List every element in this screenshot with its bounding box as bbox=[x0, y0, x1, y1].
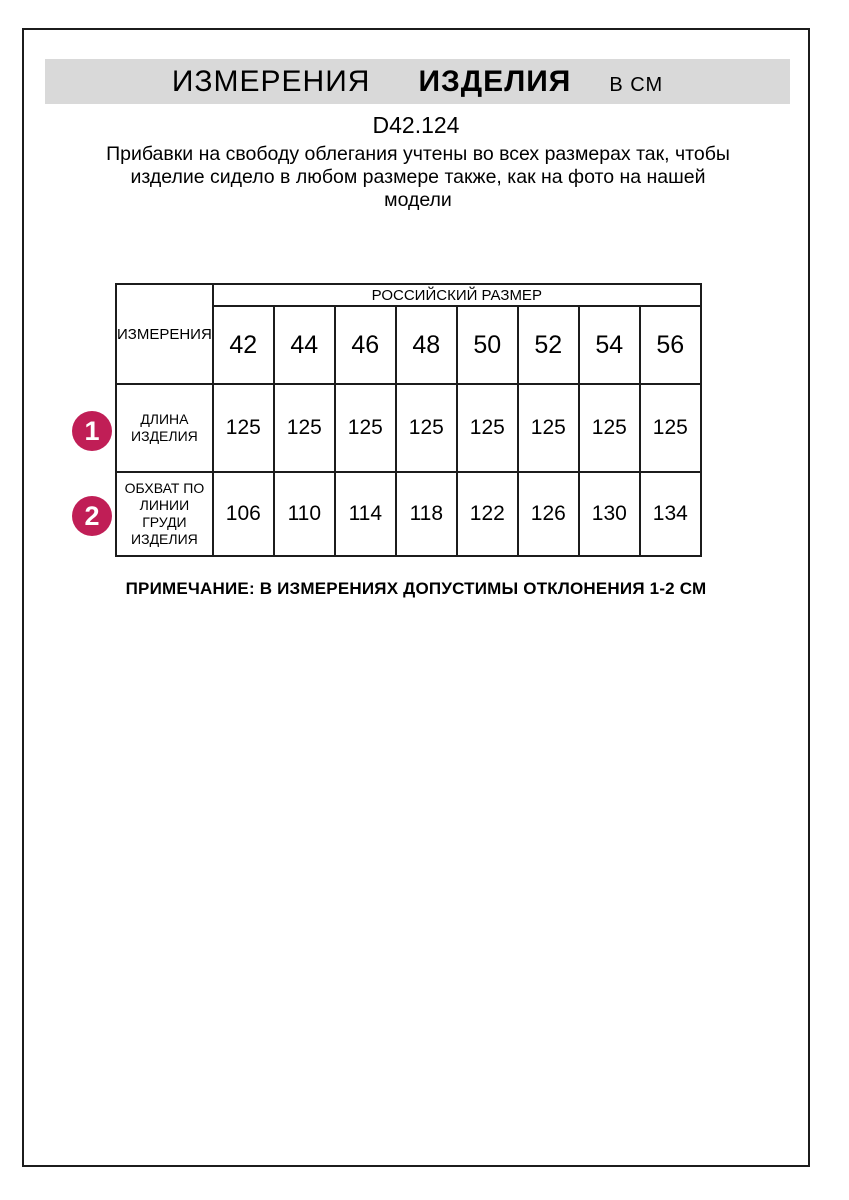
size-col-header: 52 bbox=[518, 306, 579, 384]
value-cell: 126 bbox=[518, 472, 579, 556]
row-marker-2: 2 bbox=[72, 496, 112, 536]
value-cell: 114 bbox=[335, 472, 396, 556]
size-col-header: 44 bbox=[274, 306, 335, 384]
measurements-column-header: ИЗМЕРЕНИЯ bbox=[116, 284, 213, 384]
title-measurements: ИЗМЕРЕНИЯ bbox=[171, 65, 371, 98]
value-cell: 125 bbox=[335, 384, 396, 472]
russian-size-header: РОССИЙСКИЙ РАЗМЕР bbox=[213, 284, 701, 306]
table-row-chest bbox=[116, 472, 701, 556]
size-col-header: 46 bbox=[335, 306, 396, 384]
size-col-header: 42 bbox=[213, 306, 274, 384]
row-label-length: ДЛИНА ИЗДЕЛИЯ bbox=[116, 384, 213, 472]
title-product: ИЗДЕЛИЯ bbox=[418, 65, 572, 98]
value-cell: 125 bbox=[518, 384, 579, 472]
size-col-header: 48 bbox=[396, 306, 457, 384]
value-cell: 125 bbox=[396, 384, 457, 472]
value-cell: 122 bbox=[457, 472, 518, 556]
title-banner bbox=[45, 59, 790, 104]
size-col-header: 50 bbox=[457, 306, 518, 384]
value-cell: 125 bbox=[579, 384, 640, 472]
value-cell: 125 bbox=[274, 384, 335, 472]
page-frame bbox=[22, 28, 810, 1167]
size-col-header: 56 bbox=[640, 306, 701, 384]
value-cell: 118 bbox=[396, 472, 457, 556]
row-label-chest: ОБХВАТ ПО ЛИНИИ ГРУДИ ИЗДЕЛИЯ bbox=[116, 472, 213, 556]
value-cell: 106 bbox=[213, 472, 274, 556]
tolerance-note: ПРИМЕЧАНИЕ: В ИЗМЕРЕНИЯХ ДОПУСТИМЫ ОТКЛОНЕНИЯ 1-2 СМ bbox=[125, 579, 707, 598]
table-row-length bbox=[116, 384, 701, 472]
product-code: D42.124 bbox=[372, 112, 460, 138]
fit-description: Прибавки на свободу облегания учтены во всех размерах так, чтобы изделие сидело в любом размере также, как на фото на нашей модели bbox=[106, 143, 730, 211]
value-cell: 125 bbox=[213, 384, 274, 472]
row-marker-1: 1 bbox=[72, 411, 112, 451]
value-cell: 110 bbox=[274, 472, 335, 556]
measurements-table bbox=[115, 283, 702, 557]
value-cell: 125 bbox=[640, 384, 701, 472]
value-cell: 125 bbox=[457, 384, 518, 472]
value-cell: 130 bbox=[579, 472, 640, 556]
title-unit: В СМ bbox=[609, 74, 664, 96]
size-col-header: 54 bbox=[579, 306, 640, 384]
value-cell: 134 bbox=[640, 472, 701, 556]
